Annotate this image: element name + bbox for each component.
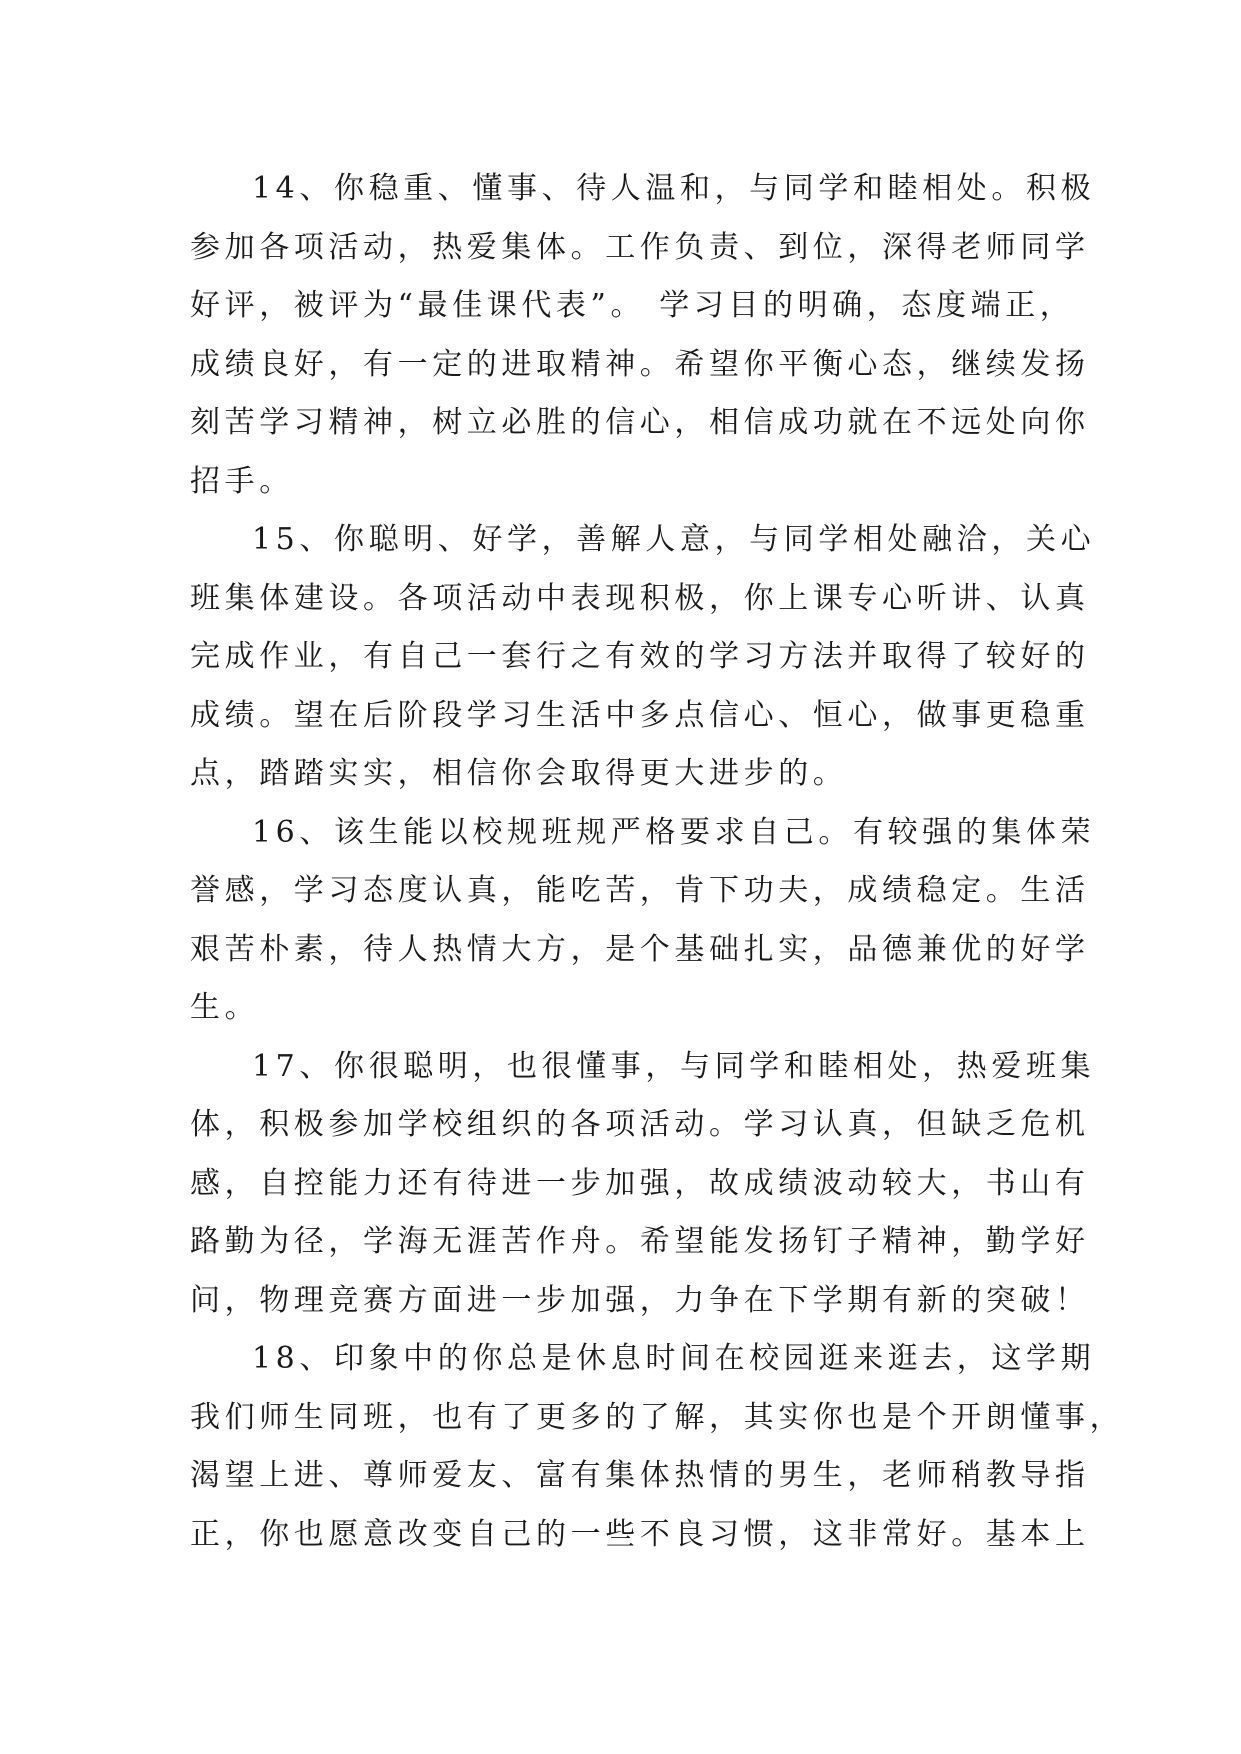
text-line: 16、该生能以校规班规严格要求自己。有较强的集体荣 [252, 814, 1096, 850]
text-line: 18、印象中的你总是休息时间在校园逛来逛去，这学期 [252, 1341, 1096, 1376]
text-line: 刻苦学习精神，树立必胜的信心，相信成功就在不远处向你 [190, 405, 1090, 440]
text-line: 感，自控能力还有待进一步加强，故成绩波动较大，书山有 [190, 1165, 1090, 1201]
text-line: 15、你聪明、好学，善解人意，与同学相处融洽，关心 [252, 522, 1096, 557]
text-line: 正，你也愿意改变自己的一些不良习惯，这非常好。基本上 [190, 1516, 1090, 1552]
text-line: 参加各项活动，热爱集体。工作负责、到位，深得老师同学 [190, 229, 1090, 265]
text-line: 17、你很聪明，也很懂事，与同学和睦相处，热爱班集 [252, 1048, 1096, 1084]
text-line: 我们师生同班，也有了更多的了解，其实你也是个开朗懂事， [190, 1399, 1125, 1435]
text-line: 体，积极参加学校组织的各项活动。学习认真，但缺乏危机 [190, 1107, 1090, 1142]
text-line: 誉感，学习态度认真，能吃苦，肯下功夫，成绩稳定。生活 [190, 873, 1090, 908]
comments-text-block [190, 160, 1125, 1564]
text-line: 招手。 [190, 463, 294, 499]
text-line: 14、你稳重、懂事、待人温和，与同学和睦相处。积极 [252, 171, 1096, 206]
text-line: 班集体建设。各项活动中表现积极，你上课专心听讲、认真 [190, 580, 1090, 616]
text-line: 渴望上进、尊师爱友、富有集体热情的男生，老师稍教导指 [190, 1458, 1090, 1493]
text-line: 点，踏踏实实，相信你会取得更大进步的。 [190, 756, 848, 791]
text-line: 成绩良好，有一定的进取精神。希望你平衡心态，继续发扬 [190, 346, 1090, 382]
text-line: 问，物理竞赛方面进一步加强，力争在下学期有新的突破！ [190, 1282, 1090, 1318]
text-line: 生。 [190, 990, 260, 1025]
text-line: 路勤为径，学海无涯苦作舟。希望能发扬钉子精神，勤学好 [190, 1224, 1090, 1259]
text-line: 艰苦朴素，待人热情大方，是个基础扎实，品德兼优的好学 [190, 931, 1090, 967]
text-line: 成绩。望在后阶段学习生活中多点信心、恒心，做事更稳重 [190, 697, 1090, 733]
text-line: 好评，被评为“最佳课代表”。 学习目的明确，态度端正， [190, 288, 1075, 323]
text-line: 完成作业，有自己一套行之有效的学习方法并取得了较好的 [190, 639, 1090, 674]
